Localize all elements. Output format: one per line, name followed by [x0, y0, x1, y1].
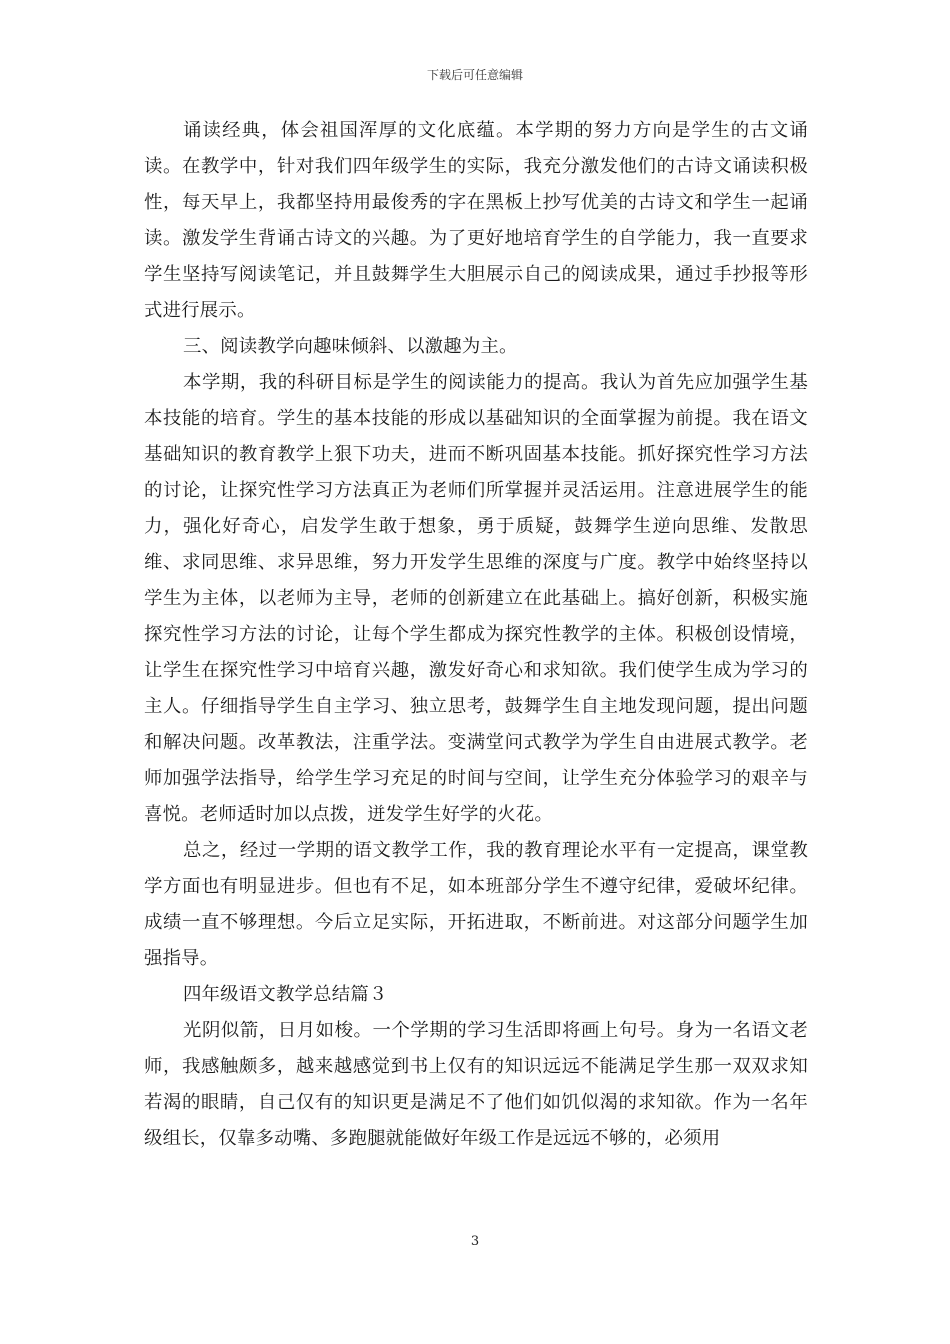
paragraph: 光阴似箭，日月如梭。一个学期的学习生活即将画上句号。身为一名语文老师，我感触颇多，越来越感觉到书上仅有的知识远远不能满足学生那一双双求知若渴的眼睛，自己仅有的知识更是满足不了他们如饥似渴的求知欲。作为一名年级组长，仅靠多动嘴、多跑腿就能做好年级工作是远远不够的，必须用 — [144, 1020, 808, 1149]
section-heading: 四年级语文教学总结篇３ — [183, 984, 388, 1005]
page-number: 3 — [470, 1234, 480, 1249]
paragraph: 诵读经典，体会祖国浑厚的文化底蕴。本学期的努力方向是学生的古文诵读。在教学中，针对我们四年级学生的实际，我充分激发他们的古诗文诵读积极性，每天早上，我都坚持用最俊秀的字在黑板上抄写优美的古诗文和学生一起诵读。激发学生背诵古诗文的兴趣。为了更好地培育学生的自学能力，我一直要求学生坚持写阅读笔记，并且鼓舞学生大胆展示自己的阅读成果，通过手抄报等形式进行展示。 — [144, 120, 808, 321]
body-text — [144, 113, 808, 1157]
page-header: 下载后可任意编辑 — [426, 68, 523, 82]
paragraph: 总之，经过一学期的语文教学工作，我的教育理论水平有一定提高，课堂教学方面也有明显进步。但也有不足，如本班部分学生不遵守纪律，爱破坏纪律。成绩一直不够理想。今后立足实际，开拓进取，不断前进。对这部分问题学生加强指导。 — [144, 840, 808, 969]
section-heading: 三、阅读教学向趣味倾斜、以激趣为主。 — [183, 336, 518, 357]
paragraph: 本学期，我的科研目标是学生的阅读能力的提高。我认为首先应加强学生基本技能的培育。学生的基本技能的形成以基础知识的全面掌握为前提。我在语文基础知识的教育教学上狠下功夫，进而不断巩固基本技能。抓好探究性学习方法的讨论，让探究性学习方法真正为老师们所掌握并灵活运用。注意进展学生的能力，强化好奇心，启发学生敢于想象，勇于质疑，鼓舞学生逆向思维、发散思维、求同思维、求异思维，努力开发学生思维的深度与广度。教学中始终坚持以学生为主体，以老师为主导，老师的创新建立在此基础上。搞好创新，积极实施探究性学习方法的讨论，让每个学生都成为探究性教学的主体。积极创设情境，让学生在探究性学习中培育兴趣，激发好奇心和求知欲。我们使学生成为学习的主人。仔细指导学生自主学习、独立思考，鼓舞学生自主地发现问题，提出问题和解决问题。改革教法，注重学法。变满堂问式教学为学生自由进展式教学。老师加强学法指导，给学生学习充足的时间与空间，让学生充分体验学习的艰辛与喜悦。老师适时加以点拨，迸发学生好学的火花。 — [144, 372, 808, 825]
